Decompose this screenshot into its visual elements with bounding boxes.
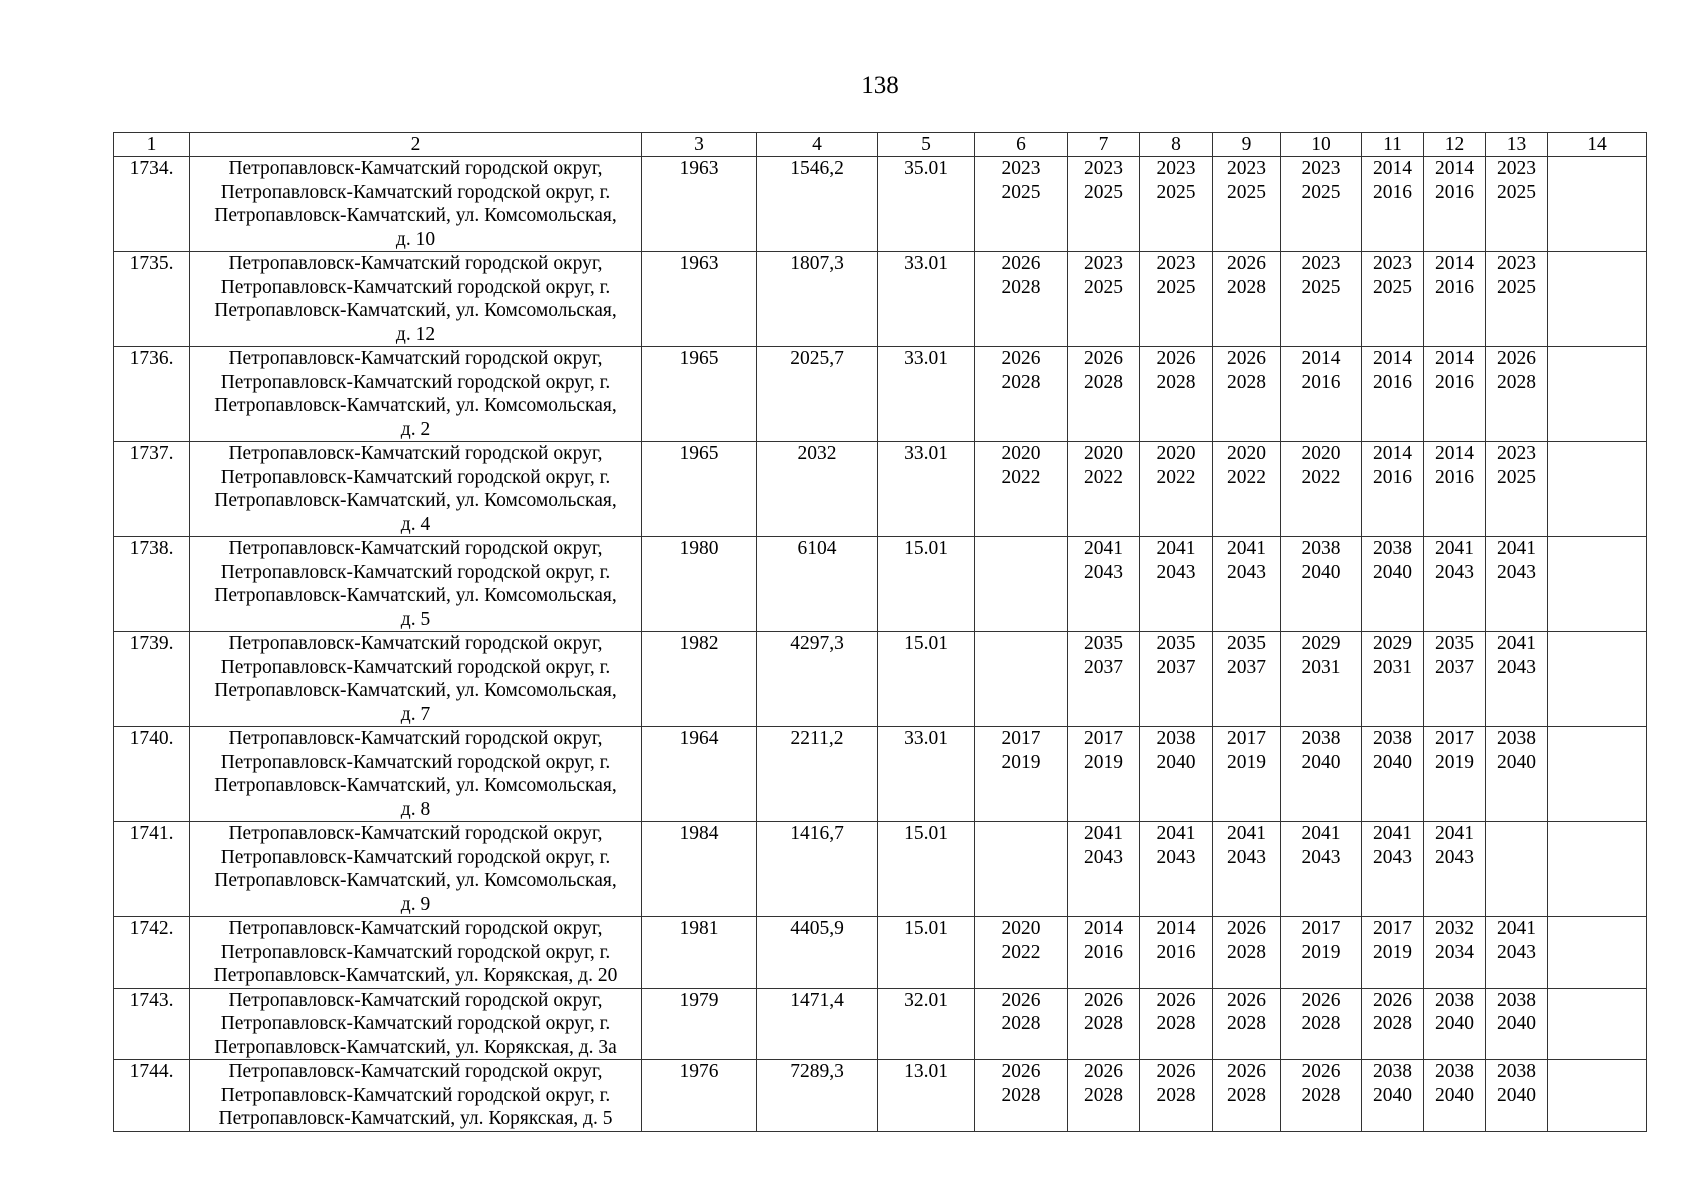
row-number: 1744. (114, 1060, 190, 1132)
column-header-11: 11 (1362, 133, 1424, 157)
column-header-2: 2 (190, 133, 642, 157)
row-number: 1735. (114, 252, 190, 347)
column-header-10: 10 (1281, 133, 1362, 157)
code-cell: 33.01 (878, 347, 975, 442)
period-cell-10: 2029 2031 (1281, 632, 1362, 727)
table-row (114, 822, 1647, 917)
period-cell-14 (1548, 727, 1647, 822)
period-cell-11: 2038 2040 (1362, 727, 1424, 822)
area-cell: 2025,7 (757, 347, 878, 442)
area-cell: 6104 (757, 537, 878, 632)
address-cell: Петропавловск-Камчатский городской округ, Петропавловск-Камчатский городской округ, г. Петропавловск-Камчатский, ул. Комсомольская, д. 7 (190, 632, 642, 727)
period-cell-6: 2020 2022 (975, 917, 1068, 989)
housing-register-table (113, 132, 1647, 1132)
area-cell: 4297,3 (757, 632, 878, 727)
build-year-cell: 1979 (642, 988, 757, 1060)
period-cell-11: 2014 2016 (1362, 442, 1424, 537)
row-number: 1742. (114, 917, 190, 989)
period-cell-6: 2020 2022 (975, 442, 1068, 537)
period-cell-7: 2026 2028 (1068, 347, 1140, 442)
period-cell-12: 2035 2037 (1424, 632, 1486, 727)
period-cell-12: 2041 2043 (1424, 537, 1486, 632)
period-cell-8: 2023 2025 (1140, 252, 1213, 347)
period-cell-11: 2038 2040 (1362, 1060, 1424, 1132)
period-cell-13: 2038 2040 (1486, 1060, 1548, 1132)
build-year-cell: 1980 (642, 537, 757, 632)
period-cell-11: 2017 2019 (1362, 917, 1424, 989)
column-header-1: 1 (114, 133, 190, 157)
period-cell-14 (1548, 1060, 1647, 1132)
code-cell: 33.01 (878, 252, 975, 347)
address-cell: Петропавловск-Камчатский городской округ, Петропавловск-Камчатский городской округ, г. Петропавловск-Камчатский, ул. Комсомольская, д. 9 (190, 822, 642, 917)
code-cell: 35.01 (878, 157, 975, 252)
period-cell-14 (1548, 442, 1647, 537)
period-cell-9: 2041 2043 (1213, 537, 1281, 632)
row-number: 1741. (114, 822, 190, 917)
period-cell-12: 2017 2019 (1424, 727, 1486, 822)
period-cell-14 (1548, 252, 1647, 347)
code-cell: 33.01 (878, 727, 975, 822)
period-cell-13: 2041 2043 (1486, 917, 1548, 989)
period-cell-11: 2026 2028 (1362, 988, 1424, 1060)
period-cell-14 (1548, 632, 1647, 727)
period-cell-6: 2023 2025 (975, 157, 1068, 252)
period-cell-13: 2023 2025 (1486, 252, 1548, 347)
table-row (114, 988, 1647, 1060)
row-number: 1739. (114, 632, 190, 727)
code-cell: 13.01 (878, 1060, 975, 1132)
column-header-3: 3 (642, 133, 757, 157)
period-cell-13: 2041 2043 (1486, 537, 1548, 632)
address-cell: Петропавловск-Камчатский городской округ, Петропавловск-Камчатский городской округ, г. Петропавловск-Камчатский, ул. Корякская, д. 20 (190, 917, 642, 989)
period-cell-10: 2023 2025 (1281, 157, 1362, 252)
period-cell-12: 2014 2016 (1424, 252, 1486, 347)
column-header-5: 5 (878, 133, 975, 157)
period-cell-14 (1548, 537, 1647, 632)
column-header-9: 9 (1213, 133, 1281, 157)
period-cell-9: 2017 2019 (1213, 727, 1281, 822)
period-cell-6 (975, 632, 1068, 727)
period-cell-9: 2026 2028 (1213, 917, 1281, 989)
row-number: 1736. (114, 347, 190, 442)
period-cell-13 (1486, 822, 1548, 917)
row-number: 1740. (114, 727, 190, 822)
period-cell-6: 2017 2019 (975, 727, 1068, 822)
period-cell-13: 2041 2043 (1486, 632, 1548, 727)
area-cell: 1546,2 (757, 157, 878, 252)
period-cell-12: 2041 2043 (1424, 822, 1486, 917)
table-row (114, 727, 1647, 822)
code-cell: 15.01 (878, 537, 975, 632)
area-cell: 2211,2 (757, 727, 878, 822)
period-cell-10: 2017 2019 (1281, 917, 1362, 989)
column-header-4: 4 (757, 133, 878, 157)
address-cell: Петропавловск-Камчатский городской округ, Петропавловск-Камчатский городской округ, г. Петропавловск-Камчатский, ул. Комсомольская, д. 12 (190, 252, 642, 347)
period-cell-10: 2020 2022 (1281, 442, 1362, 537)
code-cell: 33.01 (878, 442, 975, 537)
code-cell: 32.01 (878, 988, 975, 1060)
code-cell: 15.01 (878, 822, 975, 917)
address-cell: Петропавловск-Камчатский городской округ, Петропавловск-Камчатский городской округ, г. Петропавловск-Камчатский, ул. Корякская, д. 3а (190, 988, 642, 1060)
period-cell-7: 2026 2028 (1068, 988, 1140, 1060)
period-cell-7: 2041 2043 (1068, 822, 1140, 917)
period-cell-9: 2026 2028 (1213, 252, 1281, 347)
period-cell-10: 2038 2040 (1281, 537, 1362, 632)
period-cell-6: 2026 2028 (975, 252, 1068, 347)
period-cell-7: 2017 2019 (1068, 727, 1140, 822)
period-cell-8: 2014 2016 (1140, 917, 1213, 989)
table-row (114, 347, 1647, 442)
period-cell-9: 2020 2022 (1213, 442, 1281, 537)
period-cell-11: 2023 2025 (1362, 252, 1424, 347)
period-cell-11: 2041 2043 (1362, 822, 1424, 917)
period-cell-13: 2026 2028 (1486, 347, 1548, 442)
period-cell-8: 2038 2040 (1140, 727, 1213, 822)
column-header-8: 8 (1140, 133, 1213, 157)
code-cell: 15.01 (878, 917, 975, 989)
period-cell-10: 2041 2043 (1281, 822, 1362, 917)
period-cell-12: 2014 2016 (1424, 347, 1486, 442)
period-cell-6: 2026 2028 (975, 1060, 1068, 1132)
period-cell-8: 2026 2028 (1140, 347, 1213, 442)
period-cell-9: 2026 2028 (1213, 347, 1281, 442)
period-cell-12: 2014 2016 (1424, 442, 1486, 537)
period-cell-12: 2038 2040 (1424, 1060, 1486, 1132)
row-number: 1738. (114, 537, 190, 632)
build-year-cell: 1965 (642, 442, 757, 537)
period-cell-10: 2014 2016 (1281, 347, 1362, 442)
area-cell: 7289,3 (757, 1060, 878, 1132)
row-number: 1743. (114, 988, 190, 1060)
period-cell-13: 2023 2025 (1486, 157, 1548, 252)
period-cell-14 (1548, 157, 1647, 252)
address-cell: Петропавловск-Камчатский городской округ, Петропавловск-Камчатский городской округ, г. Петропавловск-Камчатский, ул. Комсомольская, д. 5 (190, 537, 642, 632)
period-cell-10: 2026 2028 (1281, 988, 1362, 1060)
period-cell-7: 2014 2016 (1068, 917, 1140, 989)
build-year-cell: 1965 (642, 347, 757, 442)
build-year-cell: 1976 (642, 1060, 757, 1132)
address-cell: Петропавловск-Камчатский городской округ, Петропавловск-Камчатский городской округ, г. Петропавловск-Камчатский, ул. Комсомольская, д. 2 (190, 347, 642, 442)
period-cell-6: 2026 2028 (975, 988, 1068, 1060)
area-cell: 2032 (757, 442, 878, 537)
period-cell-11: 2014 2016 (1362, 157, 1424, 252)
column-header-7: 7 (1068, 133, 1140, 157)
period-cell-11: 2029 2031 (1362, 632, 1424, 727)
table-row (114, 632, 1647, 727)
period-cell-13: 2038 2040 (1486, 727, 1548, 822)
period-cell-9: 2035 2037 (1213, 632, 1281, 727)
area-cell: 1471,4 (757, 988, 878, 1060)
period-cell-9: 2026 2028 (1213, 988, 1281, 1060)
period-cell-10: 2038 2040 (1281, 727, 1362, 822)
period-cell-9: 2041 2043 (1213, 822, 1281, 917)
table-row (114, 157, 1647, 252)
period-cell-8: 2023 2025 (1140, 157, 1213, 252)
period-cell-10: 2026 2028 (1281, 1060, 1362, 1132)
table-row (114, 917, 1647, 989)
column-header-6: 6 (975, 133, 1068, 157)
area-cell: 1807,3 (757, 252, 878, 347)
period-cell-11: 2038 2040 (1362, 537, 1424, 632)
address-cell: Петропавловск-Камчатский городской округ, Петропавловск-Камчатский городской округ, г. Петропавловск-Камчатский, ул. Комсомольская, д. 4 (190, 442, 642, 537)
period-cell-7: 2041 2043 (1068, 537, 1140, 632)
period-cell-11: 2014 2016 (1362, 347, 1424, 442)
period-cell-7: 2026 2028 (1068, 1060, 1140, 1132)
code-cell: 15.01 (878, 632, 975, 727)
period-cell-14 (1548, 822, 1647, 917)
row-number: 1737. (114, 442, 190, 537)
period-cell-13: 2038 2040 (1486, 988, 1548, 1060)
table-body (114, 157, 1647, 1132)
table-row (114, 537, 1647, 632)
area-cell: 4405,9 (757, 917, 878, 989)
period-cell-9: 2023 2025 (1213, 157, 1281, 252)
period-cell-12: 2014 2016 (1424, 157, 1486, 252)
period-cell-6: 2026 2028 (975, 347, 1068, 442)
area-cell: 1416,7 (757, 822, 878, 917)
address-cell: Петропавловск-Камчатский городской округ, Петропавловск-Камчатский городской округ, г. Петропавловск-Камчатский, ул. Комсомольская, д. 8 (190, 727, 642, 822)
period-cell-8: 2020 2022 (1140, 442, 1213, 537)
column-number-header-row (114, 133, 1647, 157)
period-cell-12: 2032 2034 (1424, 917, 1486, 989)
period-cell-7: 2023 2025 (1068, 157, 1140, 252)
period-cell-14 (1548, 917, 1647, 989)
column-header-14: 14 (1548, 133, 1647, 157)
address-cell: Петропавловск-Камчатский городской округ, Петропавловск-Камчатский городской округ, г. Петропавловск-Камчатский, ул. Корякская, д. 5 (190, 1060, 642, 1132)
page-number: 138 (861, 72, 899, 99)
period-cell-6 (975, 537, 1068, 632)
table-row (114, 442, 1647, 537)
build-year-cell: 1964 (642, 727, 757, 822)
period-cell-12: 2038 2040 (1424, 988, 1486, 1060)
table-row (114, 252, 1647, 347)
period-cell-8: 2041 2043 (1140, 537, 1213, 632)
period-cell-8: 2035 2037 (1140, 632, 1213, 727)
column-header-13: 13 (1486, 133, 1548, 157)
period-cell-7: 2020 2022 (1068, 442, 1140, 537)
build-year-cell: 1963 (642, 157, 757, 252)
table-row (114, 1060, 1647, 1132)
address-cell: Петропавловск-Камчатский городской округ, Петропавловск-Камчатский городской округ, г. Петропавловск-Камчатский, ул. Комсомольская, д. 10 (190, 157, 642, 252)
period-cell-8: 2026 2028 (1140, 1060, 1213, 1132)
build-year-cell: 1982 (642, 632, 757, 727)
period-cell-13: 2023 2025 (1486, 442, 1548, 537)
period-cell-8: 2026 2028 (1140, 988, 1213, 1060)
build-year-cell: 1981 (642, 917, 757, 989)
row-number: 1734. (114, 157, 190, 252)
build-year-cell: 1963 (642, 252, 757, 347)
period-cell-7: 2035 2037 (1068, 632, 1140, 727)
period-cell-8: 2041 2043 (1140, 822, 1213, 917)
column-header-12: 12 (1424, 133, 1486, 157)
period-cell-9: 2026 2028 (1213, 1060, 1281, 1132)
period-cell-6 (975, 822, 1068, 917)
period-cell-10: 2023 2025 (1281, 252, 1362, 347)
build-year-cell: 1984 (642, 822, 757, 917)
period-cell-7: 2023 2025 (1068, 252, 1140, 347)
period-cell-14 (1548, 347, 1647, 442)
period-cell-14 (1548, 988, 1647, 1060)
